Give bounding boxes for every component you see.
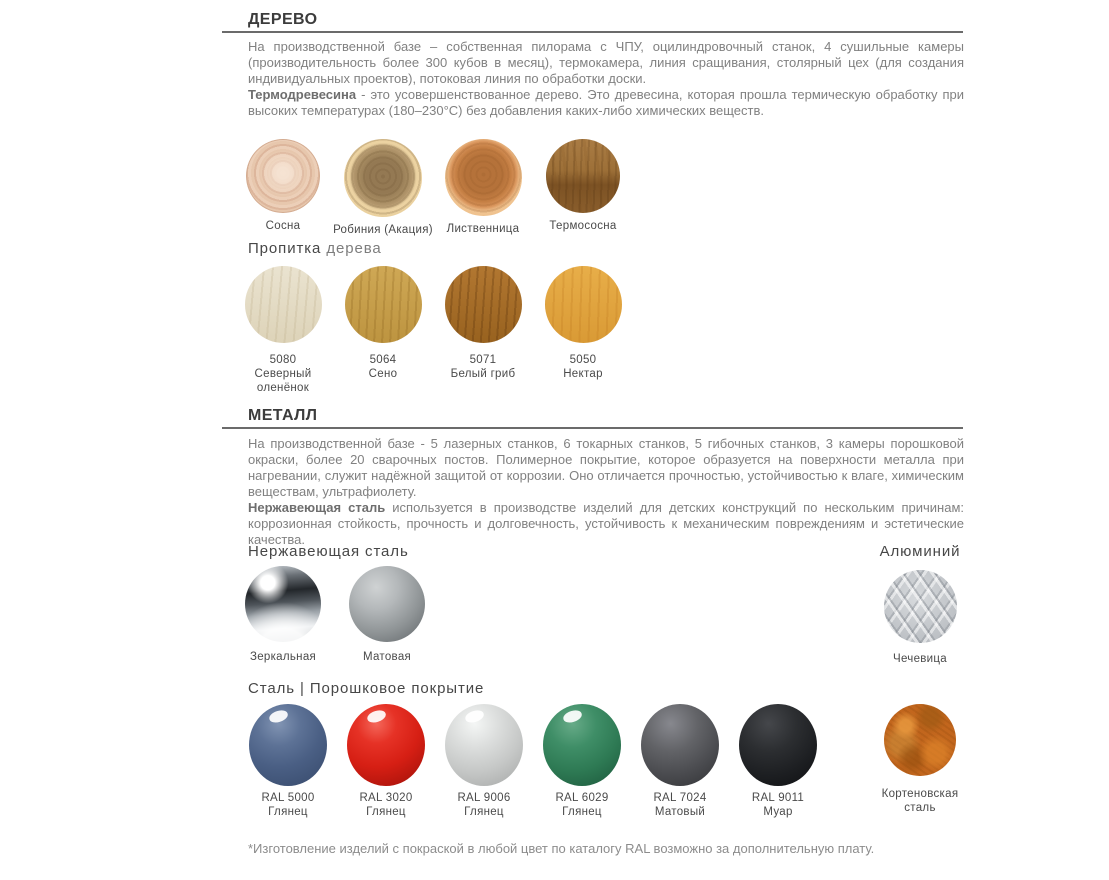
swatch-label: Сосна	[265, 220, 301, 232]
swatch-label: 5071 Белый гриб	[450, 354, 516, 380]
robinia-log-swatch	[344, 139, 422, 217]
wood-section-divider	[222, 31, 963, 33]
ral-9011-swatch	[729, 704, 827, 819]
metal-section-title: МЕТАЛЛ	[248, 407, 318, 424]
wood-species-row	[233, 139, 633, 237]
swatch-label: 5080 Северный оленёнок	[254, 354, 312, 394]
thermowood-term: Термодревесина	[248, 87, 357, 102]
swatch-label: 5050 Нектар	[563, 354, 603, 380]
swatch-label: Лиственница	[446, 223, 520, 235]
color-swatch-5050	[545, 266, 622, 343]
stainless-matte	[335, 566, 439, 664]
color-swatch-5071	[445, 266, 522, 343]
impregnation-color-5071	[433, 266, 533, 395]
ral-3020-sphere	[347, 704, 425, 786]
ral-6029-sphere	[543, 704, 621, 786]
wood-paragraph-2: Термодревесина - это усовершенствованное дерево. Это древесина, которая прошла термическую обработку при высоких температурах (180–230°С) без добавления каких-либо химических веществ.	[248, 87, 964, 118]
metal-paragraph-1: На производственной базе - 5 лазерных станков, 6 токарных станков, 5 гибочных станков, 3 камеры порошковой окраски, более 20 сварочных постов. Полимерное покрытие, которое образуется на поверхности металла при нагревании, служит надёжной защитой от коррозии. Оно отличается прочностью, устойчивостью к влаге, химическим веществам, ультрафиолету.	[248, 436, 964, 499]
checker-plate-swatch	[884, 570, 957, 643]
metal-description	[248, 436, 964, 548]
metal-section-divider	[222, 427, 963, 429]
swatch-label: RAL 7024 Матовый	[653, 792, 707, 818]
stainless-title: Нержавеющая сталь	[248, 543, 409, 560]
corten-swatch-block	[860, 704, 980, 815]
gloss-highlight	[464, 709, 485, 725]
ral-9006-swatch	[435, 704, 533, 819]
impregnation-color-5064	[333, 266, 433, 395]
thermopine-swatch	[546, 139, 620, 213]
ral-5000-swatch	[239, 704, 337, 819]
ral-3020-swatch	[337, 704, 435, 819]
metal-paragraph-2: Нержавеющая сталь используется в производстве изделий для детских конструкций по нескольким причинам: коррозионная стойкость, прочность и долговечность, устойчивость к механическим повреждениям и эстетические качества.	[248, 500, 965, 547]
wood-species-larch	[433, 139, 533, 237]
wood-species-pine	[233, 139, 333, 237]
corten-rust-swatch	[884, 704, 956, 776]
ral-7024-swatch	[631, 704, 729, 819]
wood-species-robinia	[333, 139, 433, 237]
wood-section-title: ДЕРЕВО	[248, 11, 318, 28]
gloss-highlight	[268, 709, 289, 725]
color-swatch-5080	[245, 266, 322, 343]
footer-note: *Изготовление изделий с покраской в любой цвет по каталогу RAL возможно за дополнительную плату.	[248, 841, 875, 856]
stainless-mirror	[231, 566, 335, 664]
stainless-term: Нержавеющая сталь	[248, 500, 386, 515]
gloss-highlight	[562, 709, 583, 725]
impregnation-row	[233, 266, 633, 395]
wood-species-thermopine	[533, 139, 633, 237]
swatch-label: Чечевица	[893, 653, 947, 665]
aluminum-swatch-block	[870, 570, 970, 666]
swatch-label: RAL 5000 Глянец	[261, 792, 315, 818]
swatch-label: Зеркальная	[249, 651, 317, 663]
swatch-label: RAL 3020 Глянец	[359, 792, 413, 818]
ral-9006-sphere	[445, 704, 523, 786]
ral-5000-sphere	[249, 704, 327, 786]
mirror-steel-sphere	[245, 566, 321, 642]
ral-9011-sphere	[739, 704, 817, 786]
swatch-label: Робиния (Акация)	[333, 224, 433, 236]
powder-coating-title: Сталь | Порошковое покрытие	[248, 680, 485, 697]
impregnation-title: Пропитка дерева	[248, 240, 382, 257]
swatch-label: 5064 Сено	[368, 354, 398, 380]
larch-log-swatch	[445, 139, 522, 216]
swatch-label: Кортеновская сталь	[881, 788, 959, 814]
wood-paragraph-1: На производственной базе – собственная пилорама с ЧПУ, оцилиндровочный станок, 4 сушильные камеры (производительность более 300 кубов в месяц), термокамера, линия сращивания, столярный цех (для создания индивидуальных проектов), потоковая линия по обработки доски.	[248, 39, 964, 86]
swatch-label: RAL 9011 Муар	[751, 792, 805, 818]
impregnation-color-5080	[233, 266, 333, 395]
swatch-label: Матовая	[362, 651, 412, 663]
gloss-highlight	[366, 709, 387, 725]
aluminum-title: Алюминий	[879, 543, 961, 560]
swatch-label: RAL 6029 Глянец	[555, 792, 609, 818]
color-swatch-5064	[345, 266, 422, 343]
impregnation-color-5050	[533, 266, 633, 395]
powder-coating-row	[239, 704, 827, 819]
swatch-label: RAL 9006 Глянец	[457, 792, 511, 818]
ral-6029-swatch	[533, 704, 631, 819]
ral-7024-sphere	[641, 704, 719, 786]
stainless-row	[231, 566, 439, 664]
pine-log-swatch	[246, 139, 320, 213]
wood-description	[248, 39, 964, 119]
swatch-label: Термососна	[549, 220, 617, 232]
matte-steel-sphere	[349, 566, 425, 642]
